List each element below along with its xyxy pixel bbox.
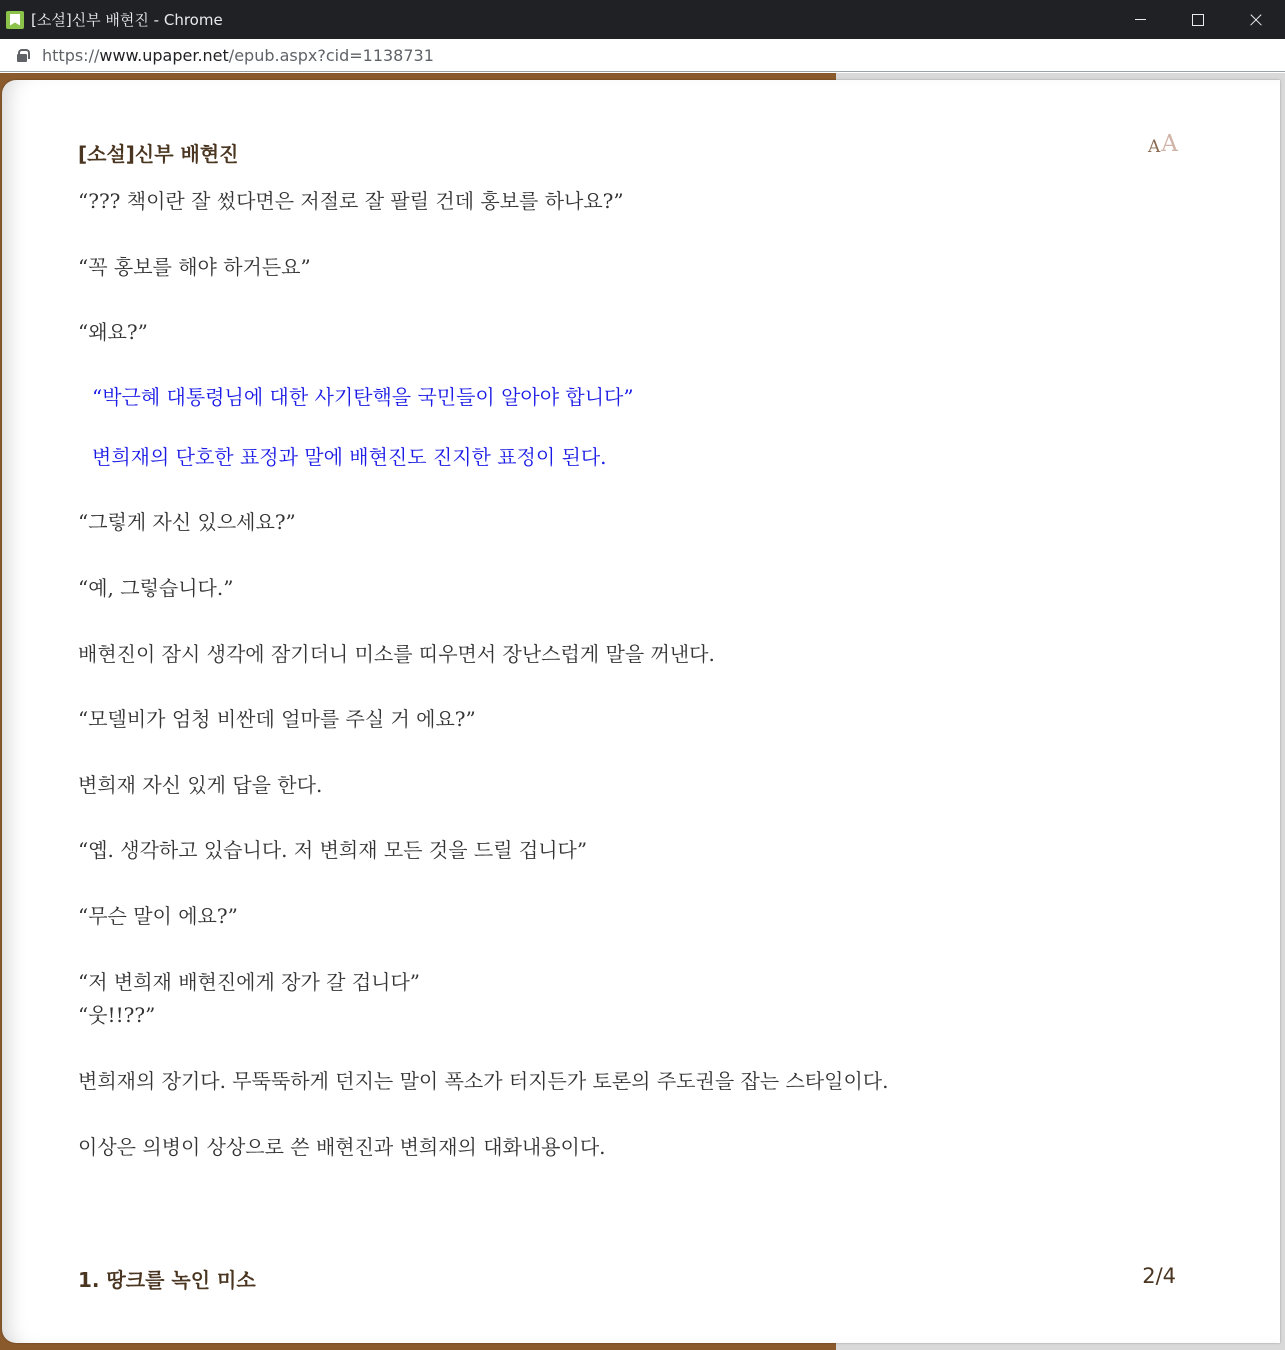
text-line: “무슨 말이 에요?”	[78, 904, 238, 928]
url-host: www.upaper.net	[99, 45, 229, 65]
window-title-bar	[0, 0, 1285, 39]
url-text[interactable]	[42, 46, 434, 65]
font-size-small-icon: A	[1148, 137, 1161, 157]
minimize-icon[interactable]	[1111, 0, 1169, 39]
text-line: “그렇게 자신 있으세요?”	[78, 510, 296, 534]
text-line: “저 변희재 배현진에게 장가 갈 겁니다”	[78, 970, 421, 994]
window-controls	[1111, 0, 1285, 39]
text-line-highlight: “박근혜 대통령님에 대한 사기탄핵을 국민들이 알아야 합니다”	[92, 385, 634, 409]
page-indicator: 2/4	[1142, 1264, 1176, 1288]
text-line: “??? 책이란 잘 썼다면은 저절로 잘 팔릴 건데 홍보를 하나요?”	[78, 189, 624, 213]
book-favicon-icon	[6, 11, 24, 29]
lock-icon[interactable]	[17, 49, 27, 62]
text-line: 이상은 의병이 상상으로 쓴 배현진과 변희재의 대화내용이다.	[78, 1135, 606, 1159]
book-title: [소설]신부 배현진	[78, 142, 239, 166]
font-size-large-icon: A	[1161, 131, 1178, 157]
font-size-button[interactable]	[1148, 130, 1180, 156]
window-title: [소설]신부 배현진 - Chrome	[31, 11, 223, 29]
text-line-highlight: 변희재의 단호한 표정과 말에 배현진도 진지한 표정이 된다.	[92, 445, 607, 469]
text-line: “옙. 생각하고 있습니다. 저 변희재 모든 것을 드릴 겁니다”	[78, 838, 588, 862]
text-line: 배현진이 잠시 생각에 잠기더니 미소를 띠우면서 장난스럽게 말을 꺼낸다.	[78, 642, 715, 666]
text-line: 변희재의 장기다. 무뚝뚝하게 던지는 말이 폭소가 터지든가 토론의 주도권을 잡는 스타일이다.	[78, 1069, 889, 1093]
url-path: /epub.aspx?cid=1138731	[228, 45, 434, 65]
text-line: “왜요?”	[78, 320, 148, 344]
text-line: “웃!!??”	[78, 1003, 156, 1027]
text-line: “모델비가 엄청 비싼데 얼마를 주실 거 에요?”	[78, 707, 476, 731]
text-line: “꼭 홍보를 해야 하거든요”	[78, 255, 311, 279]
chapter-title: 1. 땅크를 녹인 미소	[78, 1268, 256, 1292]
text-line: 변희재 자신 있게 답을 한다.	[78, 773, 323, 797]
text-line: “예, 그렇습니다.”	[78, 576, 234, 600]
close-icon[interactable]	[1227, 0, 1285, 39]
maximize-icon[interactable]	[1169, 0, 1227, 39]
book-page[interactable]	[2, 80, 1280, 1343]
url-scheme: https://	[42, 45, 100, 65]
epub-reader	[0, 73, 1285, 1350]
address-bar[interactable]	[0, 39, 1285, 72]
